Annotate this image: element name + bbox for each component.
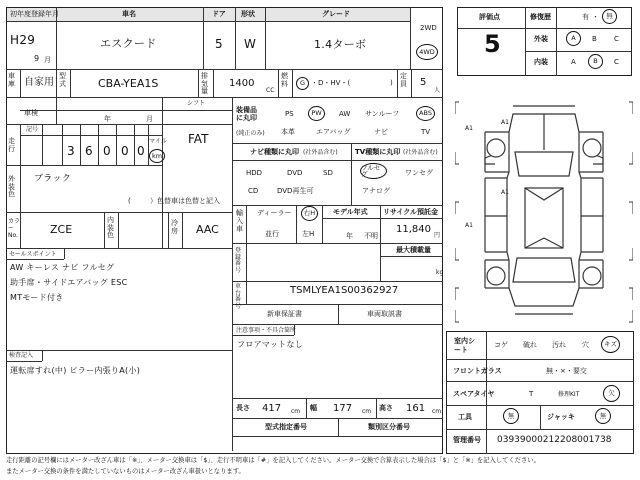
reg-no-label: 登録番号 xyxy=(235,247,242,274)
shape: W xyxy=(244,37,256,51)
tv-oneseg: ワンセグ xyxy=(405,169,433,177)
equip-pw-circled: PW xyxy=(308,106,325,121)
notes-text: フロアマットなし xyxy=(237,340,304,349)
tools-label: 工具 xyxy=(458,413,472,421)
mileage-unit-km-circled: km xyxy=(149,149,165,163)
width: 177 xyxy=(333,403,353,414)
tv-analog: アナログ xyxy=(362,187,390,195)
repair-yes: 有 xyxy=(582,13,589,21)
model-year-label: モデル年式 xyxy=(333,208,368,216)
damage-label-4: A1 xyxy=(501,189,509,196)
navi-dvd: DVD xyxy=(287,169,303,177)
inspection-label: 車検 xyxy=(24,109,38,117)
car-name: エスクード xyxy=(100,37,157,50)
color-paren-open: ( xyxy=(128,197,131,205)
displacement: 1400 xyxy=(229,78,255,89)
ac-label: 冷房 xyxy=(171,219,178,235)
equip-sunroof: サンルーフ xyxy=(365,110,400,118)
exterior-c: C xyxy=(614,35,619,43)
interior-a: A xyxy=(571,58,576,66)
first-reg-month: 9 xyxy=(34,54,40,63)
chassis-label: 車台番号 xyxy=(235,283,242,310)
first-reg-label: 初年度登録年月 xyxy=(10,10,59,18)
seat-tear: 破れ xyxy=(523,341,537,349)
mileage-digit-4: 0 xyxy=(121,144,129,158)
fuel-close: ) xyxy=(390,79,393,87)
inspection-month-unit: 月 xyxy=(146,115,153,123)
jack-none-circled: 無 xyxy=(595,408,611,424)
interior-color-label: 内装色 xyxy=(107,216,114,240)
tv-label: TV種類に丸印 xyxy=(355,148,401,156)
width-label: 幅 xyxy=(310,404,317,412)
type-spec-label: 型式指定番号 xyxy=(265,423,307,431)
tv-sub-label: (社外品含む) xyxy=(403,149,438,156)
equip-aw: AW xyxy=(339,110,351,118)
navi-sub-label: (社外品含む) xyxy=(303,149,338,156)
interior-seat-label: 室内シート xyxy=(454,337,475,355)
exterior-label: 外装 xyxy=(534,35,548,43)
color-no: ZCE xyxy=(50,223,73,236)
recycle-label: リサイクル預託金 xyxy=(383,208,439,216)
seat-scratch-circled: キズ xyxy=(601,336,620,353)
new-warranty-label: 新車保証書 xyxy=(267,310,302,318)
exterior-a-circled: A xyxy=(566,31,581,46)
doors: 5 xyxy=(215,37,223,51)
equip-tv: TV xyxy=(421,128,431,136)
grade-label: グレード xyxy=(322,10,350,18)
recycle-unit: 円 xyxy=(434,232,441,239)
first-reg-year: H29 xyxy=(10,33,36,47)
color-value: ブラック xyxy=(34,174,72,184)
displacement-label: 排気量 xyxy=(201,72,208,96)
chassis-no: TSMLYEA1S00362927 xyxy=(290,285,399,296)
spare-none-circled: 欠 xyxy=(603,385,620,402)
inspector-notes-label: 検査記入 xyxy=(9,352,34,359)
front-glass-value: 無・×・要交 xyxy=(546,367,587,375)
spare-kit: 修理KIT xyxy=(558,391,580,398)
navi-label: ナビ種類に丸印 xyxy=(250,148,299,156)
navi-hdd: HDD xyxy=(246,169,263,177)
tools-none-circled: 無 xyxy=(503,408,519,424)
equipment-label: 装備品に丸印 xyxy=(236,106,257,123)
jack-label: ジャッキ xyxy=(547,413,575,421)
width-unit: cm xyxy=(362,408,372,415)
spare-t: T xyxy=(529,390,534,398)
seat-burn: コゲ xyxy=(494,341,508,349)
mileage-digit-5: 0 xyxy=(137,144,145,158)
import-parallel: 並行 xyxy=(265,230,279,238)
use-label: 車庫 xyxy=(8,72,15,88)
sales-point-line-2: 助手席・サイドエアバッグ ESC xyxy=(10,278,128,287)
shape-label: 形状 xyxy=(241,10,255,18)
notes-label: 注意事項・不具合箇所 xyxy=(236,327,297,334)
damage-label-2: A1 xyxy=(501,119,509,126)
grade: 1.4ターボ xyxy=(314,38,367,51)
import-label: 輸入車 xyxy=(236,209,243,234)
inspector-note-line-1: 運転席すれ(中) ピラー内張りA(小) xyxy=(10,366,141,375)
height-unit: cm xyxy=(432,408,442,415)
model-year-unit: 年 xyxy=(346,232,353,240)
repair-no-circled: 無 xyxy=(602,9,617,24)
door-label: ドア xyxy=(212,10,226,18)
capacity: 5 xyxy=(420,77,427,88)
import-dealer: ディーラー xyxy=(257,209,292,217)
shift-value: FAT xyxy=(188,132,209,146)
car-body-diagram xyxy=(455,92,633,324)
inspection-year-unit: 年 xyxy=(104,115,111,123)
max-load-label: 最大積載量 xyxy=(396,246,431,254)
score-label: 評価点 xyxy=(479,13,500,21)
color-no-label: カラーNo. xyxy=(8,218,21,240)
equip-abs-circled: ABS xyxy=(416,106,435,121)
capacity-label: 定員 xyxy=(400,72,407,88)
interior-c: C xyxy=(614,58,619,66)
import-right-h-circled: 右H xyxy=(301,206,318,221)
navi-dvd-play: DVD再生可 xyxy=(277,187,314,195)
footer-line-2: またメーター交換の条件を満たしていないものはメーター改ざん車扱いとなります。 xyxy=(6,468,245,475)
drive-2wd: 2WD xyxy=(420,24,437,32)
category-label: 類別区分番号 xyxy=(368,423,410,431)
height-label: 高さ xyxy=(379,404,393,412)
seat-hole: 穴 xyxy=(582,341,589,349)
mileage-digits-label: 記号 xyxy=(26,126,39,133)
type-label: 型式 xyxy=(59,72,66,88)
navi-sd: SD xyxy=(323,169,333,177)
mgmt-no: 03939000212208001738 xyxy=(497,435,612,445)
score: 5 xyxy=(484,30,501,58)
max-load-unit: kg xyxy=(436,269,444,276)
navi-cd: CD xyxy=(248,187,259,195)
tv-fullseg-circled: フルセグ xyxy=(360,163,387,179)
height: 161 xyxy=(406,403,426,414)
import-left-h: 左H xyxy=(302,230,315,238)
mileage-label: 走行 xyxy=(8,137,15,153)
recycle-value: 11,840 xyxy=(396,224,431,235)
displacement-unit: CC xyxy=(266,87,275,94)
repair-dot: ・ xyxy=(592,13,599,21)
fuel-label: 燃料 xyxy=(281,72,288,88)
mileage-unit-mile: マイル xyxy=(149,138,167,145)
drive-4wd-circled: 4WD xyxy=(416,44,438,60)
mileage-digit-2: 6 xyxy=(85,144,93,158)
mileage-digit-3: 0 xyxy=(103,144,111,158)
sales-points-label: セールスポイント xyxy=(9,251,57,258)
model-year-unknown: 不明 xyxy=(364,232,378,240)
type-value: CBA-YEA1S xyxy=(98,77,159,90)
equipment-sub-label: (純正のみ) xyxy=(236,130,265,137)
length-label: 長さ xyxy=(236,404,250,412)
fuel-gas-circled: G xyxy=(296,77,309,90)
use-value: 自家用 xyxy=(24,77,54,88)
equip-navi: ナビ xyxy=(374,128,388,136)
footer-line-1: 走行距離の記号欄にはメーター改ざん車は「※」、メーター交換車は「$」、走行不明車は「#」を記入してください。メーター交換で合算表示した場合は「$」と「※」を記入してください。 xyxy=(6,457,540,464)
shift-label: シフト xyxy=(187,100,206,107)
first-reg-month-unit: 月 xyxy=(44,56,51,64)
front-glass-label: フロントガラス xyxy=(453,367,502,375)
ac-value: AAC xyxy=(196,223,219,236)
length: 417 xyxy=(262,403,282,414)
repair-label: 修復歴 xyxy=(530,13,551,21)
spare-tire-label: スペアタイヤ xyxy=(453,390,495,398)
car-name-label: 車名 xyxy=(122,10,136,18)
capacity-unit: 人 xyxy=(434,87,441,94)
equip-airbag: エアバッグ xyxy=(316,128,351,136)
exterior-b: B xyxy=(592,35,597,43)
mileage-digit-1: 3 xyxy=(67,144,75,158)
color-label: 外装色 xyxy=(8,175,15,199)
seat-stain: 汚れ xyxy=(552,341,566,349)
damage-label-1: A1 xyxy=(465,125,473,132)
equip-ps: PS xyxy=(285,110,294,118)
sales-point-line-3: MTモード付き xyxy=(10,293,64,302)
length-unit: cm xyxy=(291,408,301,415)
equip-leather: 本革 xyxy=(281,128,295,136)
interior-label: 内装 xyxy=(534,58,548,66)
manual-label: 車両取説書 xyxy=(367,310,402,318)
mgmt-no-label: 管理番号 xyxy=(453,436,481,444)
damage-label-3: A1 xyxy=(465,222,473,229)
fuel-options: ・D・HV・( xyxy=(311,79,351,87)
sales-point-line-1: AW キーレス ナビ フルセグ xyxy=(10,263,115,272)
interior-b-circled: B xyxy=(588,54,603,69)
color-change-note: ）色替車は色替と記入 xyxy=(150,197,220,205)
